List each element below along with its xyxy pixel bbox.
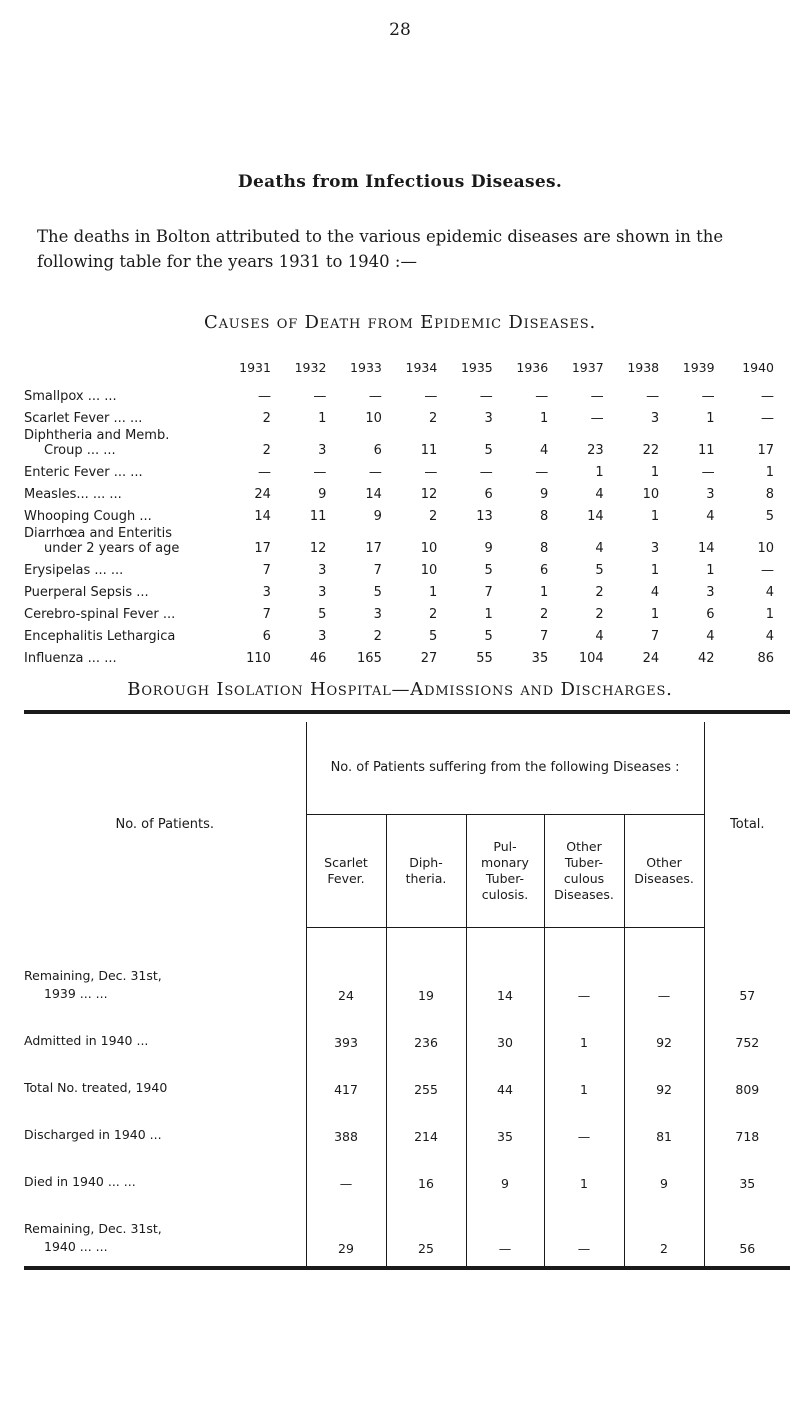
death-count: 1 [595, 465, 604, 480]
column-header-line: Diseases. [554, 887, 614, 902]
death-count: 6 [539, 563, 549, 578]
death-count: 3 [484, 411, 493, 426]
year-header: 1940 [742, 360, 774, 375]
death-count: 10 [420, 563, 438, 578]
death-count: 10 [420, 541, 438, 556]
disease-name [24, 622, 216, 644]
death-count: 14 [365, 487, 382, 502]
death-count: — [761, 411, 774, 426]
death-count: 35 [531, 651, 549, 666]
death-count: 1 [650, 563, 660, 578]
death-count: 1 [650, 509, 660, 524]
disease-name [24, 524, 216, 556]
causes-row [24, 524, 774, 556]
death-count: — [535, 465, 549, 480]
death-count: — [257, 389, 271, 404]
death-count: 5 [484, 629, 493, 644]
hospital-table-wrapper [24, 710, 790, 1270]
death-count: 7 [650, 629, 660, 644]
death-count: 3 [373, 607, 382, 622]
spacer-cell [24, 928, 306, 943]
death-count: 1 [484, 607, 493, 622]
row-label [24, 1103, 306, 1150]
patient-count: 35 [466, 1103, 544, 1150]
death-count: 2 [262, 411, 271, 426]
total-cell: 56 [704, 1197, 790, 1266]
patient-count: 214 [386, 1103, 466, 1150]
death-count: 17 [757, 443, 774, 458]
row-label-line: Remaining, Dec. 31st, [24, 968, 162, 983]
death-count: 2 [595, 585, 604, 600]
patient-count: 19 [386, 942, 466, 1009]
death-count: — [424, 389, 438, 404]
death-count: 5 [373, 585, 382, 600]
patient-count: 30 [466, 1009, 544, 1056]
page-number: 28 [389, 20, 411, 40]
death-count: 2 [262, 443, 271, 458]
death-count: 11 [309, 509, 327, 524]
patient-count: 25 [386, 1197, 466, 1266]
death-count: — [535, 389, 549, 404]
death-count: 1 [429, 585, 438, 600]
spacer-cell [704, 928, 790, 943]
disease-name [24, 502, 216, 524]
death-count: 5 [484, 443, 493, 458]
death-count: — [479, 389, 493, 404]
death-count: 1 [765, 607, 774, 622]
death-count: — [701, 465, 715, 480]
death-count: 9 [539, 487, 549, 502]
patient-count: — [624, 942, 704, 1009]
spacer-cell [386, 928, 466, 943]
death-count: 3 [262, 585, 271, 600]
death-count: 2 [595, 607, 604, 622]
death-count: 4 [539, 443, 549, 458]
disease-column-header [624, 815, 704, 928]
death-count: 2 [429, 509, 438, 524]
death-count: — [761, 389, 774, 404]
row-label-line: Admitted in 1940 ... [24, 1033, 149, 1048]
death-count: 22 [642, 443, 660, 458]
column-header-line: monary [481, 855, 529, 870]
death-count: 1 [765, 465, 774, 480]
patient-count: 1 [544, 1056, 624, 1103]
death-count: 7 [262, 607, 271, 622]
year-header: 1935 [460, 360, 493, 375]
disease-name-line: under 2 years of age [44, 541, 180, 556]
disease-name-line: Enteric Fever ... ... [24, 465, 143, 480]
death-count: 3 [650, 541, 660, 556]
hospital-row [24, 1197, 790, 1266]
death-count: 5 [318, 607, 327, 622]
death-count: 1 [650, 607, 660, 622]
total-header: Total. [704, 722, 790, 928]
column-header-line: Fever. [327, 871, 365, 886]
patient-count: — [306, 1150, 386, 1197]
death-count: 5 [484, 563, 493, 578]
year-header: 1931 [239, 360, 271, 375]
patient-count: 1 [544, 1150, 624, 1197]
causes-row [24, 622, 774, 644]
year-header: 1934 [405, 360, 438, 375]
death-count: 165 [357, 651, 382, 666]
death-count: 3 [706, 585, 715, 600]
year-header: 1938 [627, 360, 660, 375]
death-count: 3 [318, 563, 327, 578]
disease-name [24, 426, 216, 458]
total-cell: 809 [704, 1056, 790, 1103]
death-count: — [646, 389, 660, 404]
causes-row [24, 600, 774, 622]
patient-count: — [466, 1197, 544, 1266]
row-label [24, 942, 306, 1009]
hospital-admissions-table [24, 722, 790, 1266]
hospital-row [24, 1056, 790, 1103]
column-header-line: culosis. [481, 887, 529, 902]
total-cell: 35 [704, 1150, 790, 1197]
column-header-line: Scarlet [324, 855, 368, 870]
year-header: 1932 [294, 360, 327, 375]
hospital-row [24, 1103, 790, 1150]
patient-count: 236 [386, 1009, 466, 1056]
death-count: 24 [642, 651, 660, 666]
patient-count: 1 [544, 1009, 624, 1056]
causes-table-body [24, 382, 774, 666]
causes-row [24, 426, 774, 458]
total-cell: 57 [704, 942, 790, 1009]
death-count: 6 [706, 607, 715, 622]
patient-count: 14 [466, 942, 544, 1009]
death-count: 3 [318, 629, 327, 644]
spacer-cell [544, 928, 624, 943]
death-count: 3 [318, 585, 327, 600]
death-count: 2 [539, 607, 549, 622]
disease-name [24, 556, 216, 578]
death-count: 7 [484, 585, 493, 600]
death-count: 14 [587, 509, 604, 524]
death-count: 24 [254, 487, 271, 502]
death-count: — [368, 465, 382, 480]
death-count: 1 [539, 585, 549, 600]
hospital-header-row-1 [24, 722, 790, 815]
disease-name-line: Diarrhœa and Enteritis [24, 526, 173, 541]
patient-count: 81 [624, 1103, 704, 1150]
death-count: 1 [706, 411, 715, 426]
death-count: 17 [365, 541, 382, 556]
patient-count: — [544, 942, 624, 1009]
causes-row [24, 578, 774, 600]
death-count: — [590, 389, 604, 404]
row-label-line: Discharged in 1940 ... [24, 1127, 162, 1142]
death-count: 110 [246, 651, 271, 666]
disease-name [24, 644, 216, 666]
death-count: 4 [706, 629, 715, 644]
row-label [24, 1056, 306, 1103]
death-count: 10 [365, 411, 382, 426]
death-count: 9 [318, 487, 327, 502]
hospital-row [24, 1009, 790, 1056]
column-header-line: Tuber- [564, 855, 604, 870]
hospital-heading: Borough Isolation Hospital—Admissions and Discharges. [127, 679, 673, 700]
row-label [24, 1009, 306, 1056]
column-header-line: Diph- [409, 855, 443, 870]
death-count: — [257, 465, 271, 480]
death-count: — [313, 389, 327, 404]
disease-column-header [386, 815, 466, 928]
death-count: — [313, 465, 327, 480]
causes-row [24, 556, 774, 578]
disease-name-line: Croup ... ... [44, 443, 116, 458]
death-count: 104 [578, 651, 604, 666]
hospital-row [24, 942, 790, 1009]
death-count: — [368, 389, 382, 404]
disease-name [24, 600, 216, 622]
death-count: 6 [373, 443, 382, 458]
death-count: 10 [757, 541, 774, 556]
column-header-line: culous [563, 871, 605, 886]
death-count: 46 [309, 651, 327, 666]
death-count: — [424, 465, 438, 480]
death-count: 10 [642, 487, 660, 502]
table-top-rule [24, 710, 790, 714]
causes-row [24, 480, 774, 502]
death-count: 42 [698, 651, 715, 666]
death-count: 12 [420, 487, 438, 502]
column-header-line: Other [566, 839, 602, 854]
intro-paragraph: The deaths in Bolton attributed to the various epidemic diseases are shown in the following table for the years 1931 to 1940 :— [37, 227, 724, 271]
disease-name [24, 458, 216, 480]
death-count: 2 [373, 629, 382, 644]
death-count: 12 [309, 541, 327, 556]
disease-group-header: No. of Patients suffering from the following Diseases : [306, 722, 704, 815]
death-count: 9 [484, 541, 493, 556]
year-header: 1937 [571, 360, 604, 375]
column-header-line: Other [646, 855, 682, 870]
patient-count: 92 [624, 1056, 704, 1103]
spacer-cell [466, 928, 544, 943]
hospital-row [24, 1150, 790, 1197]
row-label-line: Died in 1940 ... ... [24, 1174, 136, 1189]
patient-count: 92 [624, 1009, 704, 1056]
column-header-line: Diseases. [634, 871, 694, 886]
death-count: 4 [706, 509, 715, 524]
causes-row [24, 382, 774, 404]
death-count: 55 [476, 651, 493, 666]
causes-year-header-row [24, 360, 774, 382]
disease-name-line: Whooping Cough ... [24, 509, 152, 524]
death-count: 5 [429, 629, 438, 644]
disease-name-line: Puerperal Sepsis ... [24, 585, 149, 600]
row-label-line: Remaining, Dec. 31st, [24, 1221, 162, 1236]
hospital-table-body [24, 928, 790, 1267]
causes-corner-cell [24, 360, 216, 382]
death-count: 2 [429, 607, 438, 622]
death-count: 14 [698, 541, 715, 556]
patient-count: 393 [306, 1009, 386, 1056]
death-count: 86 [757, 651, 774, 666]
disease-name-line: Measles... ... ... [24, 487, 122, 502]
disease-name [24, 578, 216, 600]
disease-name [24, 480, 216, 502]
patient-count: 29 [306, 1197, 386, 1266]
year-header: 1936 [516, 360, 549, 375]
death-count: 11 [420, 443, 438, 458]
year-header: 1939 [682, 360, 715, 375]
patient-count: 388 [306, 1103, 386, 1150]
death-count: 11 [698, 443, 715, 458]
row-label [24, 1197, 306, 1266]
death-count: 4 [765, 629, 774, 644]
patient-count: — [544, 1197, 624, 1266]
row-label-line: 1940 ... ... [44, 1239, 108, 1254]
disease-name-line: Scarlet Fever ... ... [24, 411, 143, 426]
death-count: 3 [650, 411, 660, 426]
death-count: 1 [650, 465, 660, 480]
row-label-line: 1939 ... ... [44, 986, 108, 1001]
death-count: 5 [765, 509, 774, 524]
year-header: 1933 [350, 360, 382, 375]
death-count: 17 [254, 541, 271, 556]
death-count: — [701, 389, 715, 404]
patient-count: 16 [386, 1150, 466, 1197]
causes-row [24, 644, 774, 666]
total-cell: 718 [704, 1103, 790, 1150]
causes-heading: Causes of Death from Epidemic Diseases. [204, 312, 596, 333]
death-count: 4 [765, 585, 774, 600]
row-label [24, 1150, 306, 1197]
death-count: 4 [595, 541, 604, 556]
causes-of-death-table [24, 360, 774, 666]
spacer-row [24, 928, 790, 943]
row-header-patients: No. of Patients. [115, 816, 215, 832]
row-label-line: Total No. treated, 1940 [24, 1080, 168, 1095]
disease-name-line: Encephalitis Lethargica [24, 629, 176, 644]
causes-row [24, 458, 774, 480]
patient-count: 2 [624, 1197, 704, 1266]
death-count: 8 [765, 487, 774, 502]
death-count: — [761, 563, 774, 578]
disease-column-header [466, 815, 544, 928]
death-count: 4 [595, 487, 604, 502]
patient-count: 44 [466, 1056, 544, 1103]
disease-column-header [306, 815, 386, 928]
disease-name-line: Influenza ... ... [24, 651, 117, 666]
death-count: 4 [595, 629, 604, 644]
death-count: 4 [650, 585, 660, 600]
death-count: 7 [262, 563, 271, 578]
death-count: 5 [595, 563, 604, 578]
death-count: 1 [706, 563, 715, 578]
spacer-cell [624, 928, 704, 943]
death-count: — [479, 465, 493, 480]
column-header-line: theria. [405, 871, 447, 886]
death-count: 7 [539, 629, 549, 644]
death-count: 9 [373, 509, 382, 524]
spacer-cell [306, 928, 386, 943]
death-count: 2 [429, 411, 438, 426]
causes-row [24, 404, 774, 426]
column-header-line: Pul- [493, 839, 517, 854]
disease-name [24, 382, 216, 404]
death-count: 1 [539, 411, 549, 426]
patient-count: 9 [624, 1150, 704, 1197]
disease-name-line: Erysipelas ... ... [24, 563, 124, 578]
patient-count: 9 [466, 1150, 544, 1197]
death-count: — [590, 411, 604, 426]
causes-row [24, 502, 774, 524]
page-title: Deaths from Infectious Diseases. [237, 172, 563, 192]
death-count: 23 [587, 443, 604, 458]
death-count: 8 [539, 509, 549, 524]
death-count: 3 [318, 443, 327, 458]
patient-count: 24 [306, 942, 386, 1009]
column-header-line: Tuber- [485, 871, 525, 886]
death-count: 27 [420, 651, 438, 666]
disease-column-header [544, 815, 624, 928]
patient-count: 417 [306, 1056, 386, 1103]
patient-count: 255 [386, 1056, 466, 1103]
death-count: 6 [484, 487, 493, 502]
death-count: 14 [254, 509, 271, 524]
disease-name-line: Smallpox ... ... [24, 389, 117, 404]
death-count: 6 [262, 629, 271, 644]
death-count: 7 [373, 563, 382, 578]
death-count: 8 [539, 541, 549, 556]
death-count: 3 [706, 487, 715, 502]
death-count: 1 [318, 411, 327, 426]
disease-name-line: Diphtheria and Memb. [24, 428, 170, 443]
disease-name-line: Cerebro-spinal Fever ... [24, 607, 176, 622]
total-cell: 752 [704, 1009, 790, 1056]
disease-name [24, 404, 216, 426]
patient-count: — [544, 1103, 624, 1150]
death-count: 13 [476, 509, 493, 524]
table-bottom-rule [24, 1266, 790, 1270]
